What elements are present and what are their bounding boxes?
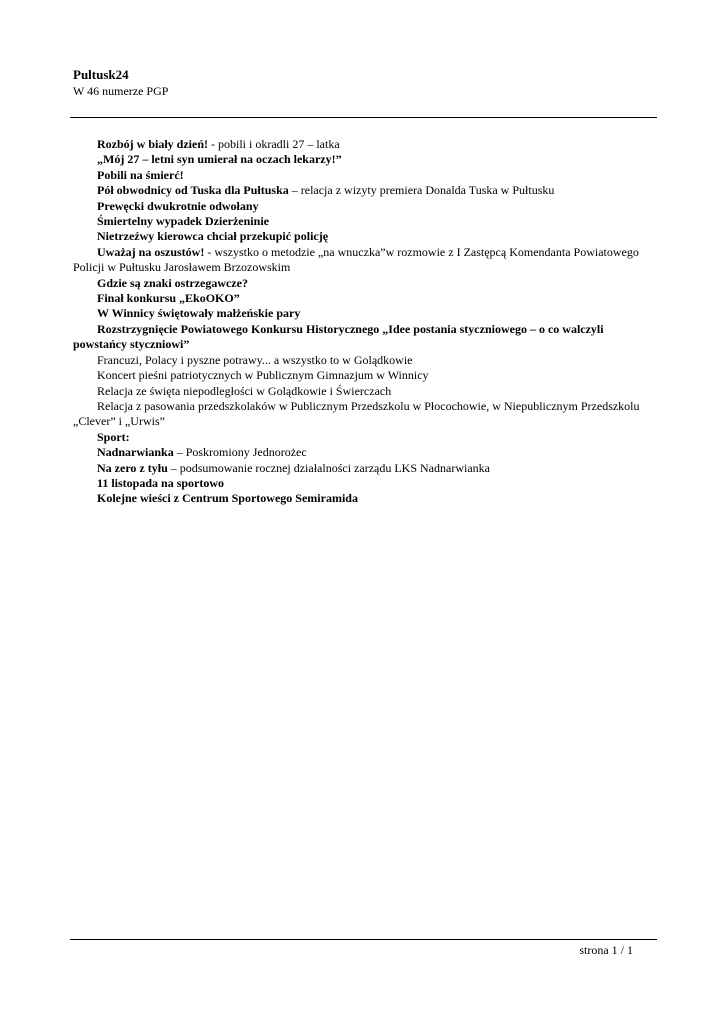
top-divider [70, 117, 657, 118]
list-item [73, 476, 657, 491]
page-footer [579, 942, 633, 958]
list-item [73, 168, 657, 183]
issue-subtitle: W 46 numerze PGP [73, 84, 169, 98]
item-headline: 11 listopada na sportowo [97, 475, 225, 490]
item-description: – podsumowanie rocznej działalności zarządu LKS Nadnarwianka [167, 460, 490, 475]
item-description: – Poskromiony Jednorożec [173, 445, 307, 460]
list-item [73, 214, 657, 229]
page-number: strona 1 / 1 [579, 943, 633, 957]
item-description: Relacja z pasowania przedszkolaków w Publicznym Przedszkolu w Płocochowie, w Niepublicznym Przedszkolu „Clever” i „Urwis” [73, 398, 640, 429]
list-item [73, 137, 657, 152]
item-headline: Prewęcki dwukrotnie odwołany [97, 198, 259, 213]
item-headline: Rozstrzygnięcie Powiatowego Konkursu Historycznego „Idee postania styczniowego – o co walczyli powstańcy styczniowi” [73, 321, 604, 352]
item-headline: Pobili na śmierć! [97, 167, 184, 182]
list-item [73, 491, 657, 506]
item-description: - wszystko o metodzie „na wnuczka”w rozmowie z I Zastępcą Komendanta Powiatowego Policji w Pułtusku Jarosławem Brzozowskim [73, 244, 639, 275]
item-headline: Nadnarwianka [97, 445, 174, 460]
item-description: Relacja ze święta niepodległości w Golądkowie i Świerczach [97, 383, 392, 398]
list-item [73, 384, 657, 399]
list-item [73, 322, 657, 353]
item-headline: „Mój 27 – letni syn umierał na oczach lekarzy!” [97, 152, 342, 167]
list-item [73, 461, 657, 476]
list-item [73, 183, 657, 198]
item-description: – relacja z wizyty premiera Donalda Tuska w Pułtusku [288, 183, 555, 198]
list-item [73, 291, 657, 306]
item-headline: Śmiertelny wypadek Dzierżeninie [97, 214, 269, 229]
list-item [73, 430, 657, 445]
bottom-divider [70, 939, 657, 940]
article-list [73, 137, 657, 507]
site-title: Pultusk24 [73, 67, 129, 82]
list-item [73, 152, 657, 167]
item-headline: Kolejne wieści z Centrum Sportowego Semiramida [97, 491, 358, 506]
item-description: - pobili i okradli 27 – latka [208, 137, 340, 151]
item-headline: Nietrzeźwy kierowca chciał przekupić policję [97, 229, 329, 244]
item-description: Koncert pieśni patriotycznych w Publicznym Gimnazjum w Winnicy [97, 368, 429, 383]
item-headline: W Winnicy świętowały małżeńskie pary [97, 306, 301, 321]
list-item [73, 199, 657, 214]
item-headline: Sport: [97, 429, 130, 444]
list-item [73, 229, 657, 244]
list-item [73, 306, 657, 321]
list-item [73, 368, 657, 383]
list-item [73, 353, 657, 368]
list-item [73, 276, 657, 291]
list-item [73, 445, 657, 460]
list-item [73, 245, 657, 276]
page-header [73, 66, 168, 99]
item-headline: Finał konkursu „EkoOKO” [97, 291, 240, 306]
list-item [73, 399, 657, 430]
item-headline: Pół obwodnicy od Tuska dla Pułtuska [97, 183, 289, 198]
item-headline: Rozbój w biały dzień! [97, 137, 208, 151]
item-headline: Gdzie są znaki ostrzegawcze? [97, 275, 248, 290]
item-headline: Uważaj na oszustów! [97, 244, 205, 259]
item-description: Francuzi, Polacy i pyszne potrawy... a wszystko to w Golądkowie [97, 352, 413, 367]
item-headline: Na zero z tyłu [97, 460, 168, 475]
